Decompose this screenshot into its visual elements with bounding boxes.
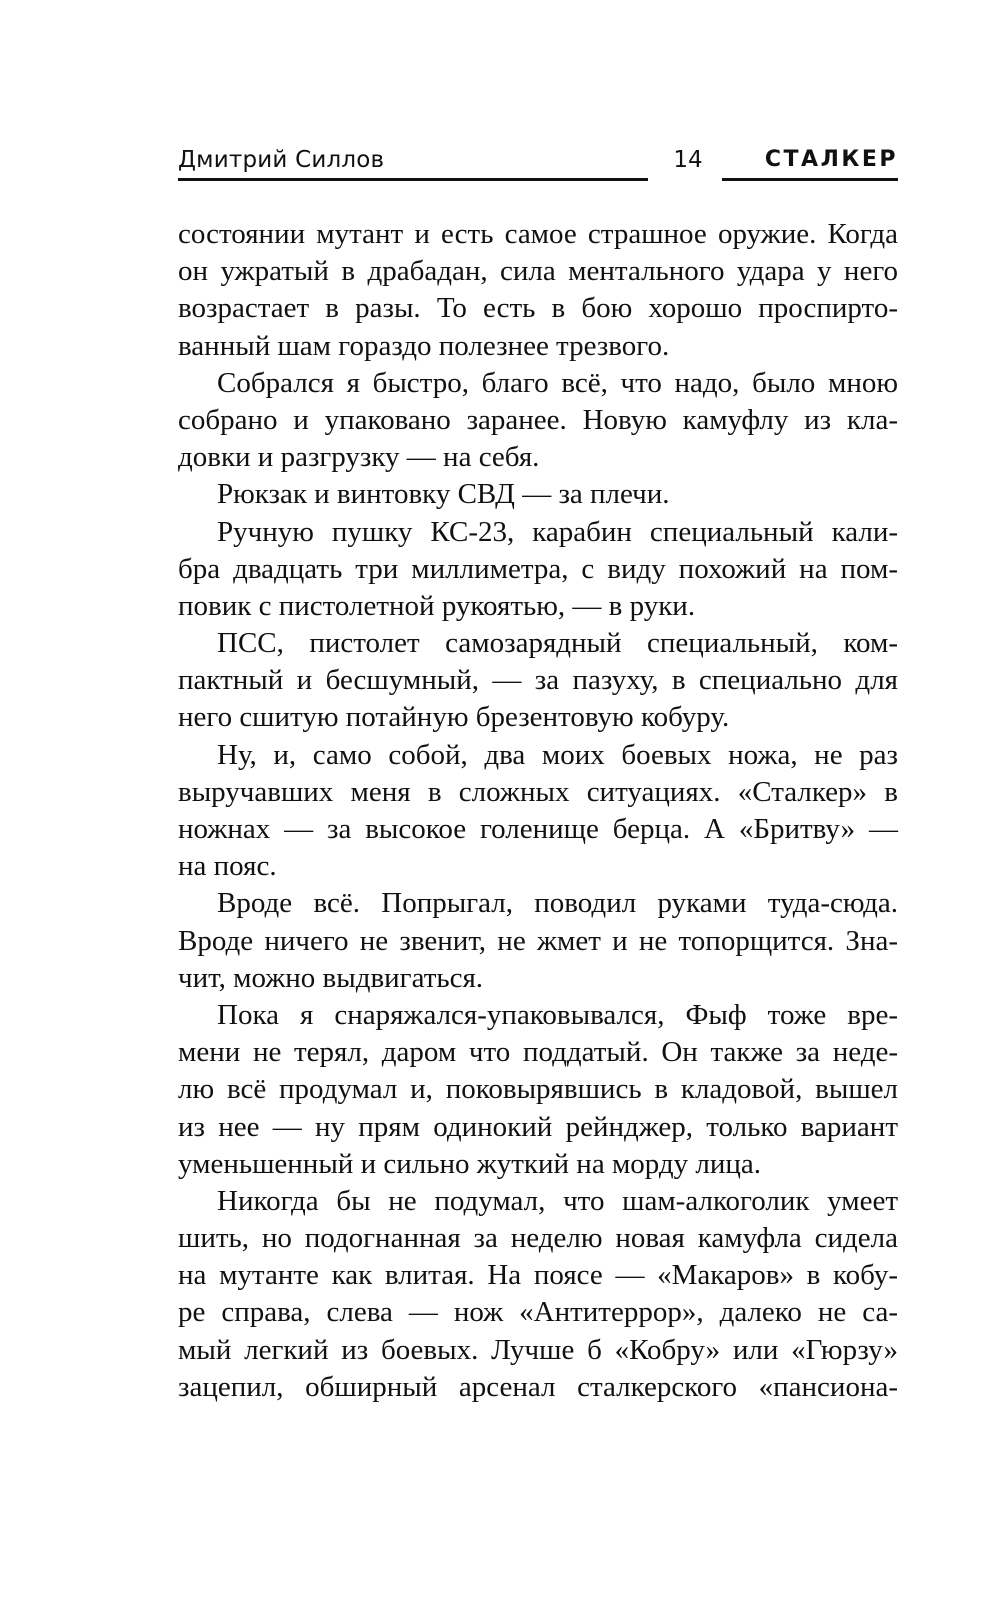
text-line: шить, но подогнанная за неделю новая камуфла сидела — [178, 1222, 898, 1255]
header-rule-right — [722, 178, 898, 181]
text-line: он ужратый в драбадан, сила ментального удара у него — [178, 255, 898, 288]
body-text — [178, 216, 898, 1406]
text-line: Рюкзак и винтовку СВД — за плечи. — [217, 478, 670, 511]
header-book-title: СТАЛКЕР — [764, 147, 898, 172]
text-line: лю всё продумал и, поковырявшись в кладовой, вышел — [178, 1073, 898, 1106]
text-line: выручавших меня в сложных ситуациях. «Сталкер» в — [178, 775, 898, 808]
text-line: бра двадцать три миллиметра, с виду похожий на пом- — [178, 552, 898, 585]
text-line: Вроде ничего не звенит, не жмет и не топорщится. Зна- — [178, 924, 898, 957]
text-line: пактный и бесшумный, — за пазуху, в специально для — [178, 664, 898, 697]
text-line: Собрался я быстро, благо всё, что надо, было мною — [217, 366, 898, 399]
text-line: состоянии мутант и есть самое страшное оружие. Когда — [178, 218, 898, 250]
header-author: Дмитрий Силлов — [178, 147, 385, 173]
text-line: на пояс. — [178, 850, 277, 883]
text-line: довки и разгрузку — на себя. — [178, 441, 540, 474]
text-line: зацепил, обширный арсенал сталкерского «пансиона- — [178, 1370, 898, 1403]
text-line: на мутанте как влитая. На поясе — «Макаров» в кобу- — [178, 1259, 898, 1292]
text-line: Ручную пушку КС-23, карабин специальный кали- — [217, 515, 898, 548]
text-line: Ну, и, само собой, два моих боевых ножа, не раз — [217, 738, 898, 771]
text-line: ПСС, пистолет самозарядный специальный, ком- — [217, 627, 898, 660]
text-line: собрано и упаковано заранее. Новую камуфлу из кла- — [178, 403, 898, 436]
text-line: ножнах — за высокое голенище берца. А «Бритву» — — [178, 813, 898, 845]
page-number: 14 — [673, 147, 703, 173]
text-line: чит, можно выдвигаться. — [178, 961, 484, 994]
header-rule-left — [178, 178, 648, 181]
text-line: повик с пистолетной рукоятью, — в руки. — [178, 589, 696, 622]
text-line: него сшитую потайную брезентовую кобуру. — [178, 701, 730, 734]
text-line: из нее — ну прям одинокий рейнджер, только вариант — [178, 1110, 898, 1143]
text-line: ре справа, слева — нож «Антитеррор», далеко не са- — [178, 1296, 898, 1329]
text-line: Никогда бы не подумал, что шам-алкоголик умеет — [217, 1184, 898, 1217]
text-line: возрастает в разы. То есть в бою хорошо проспирто- — [178, 292, 898, 325]
text-line: Пока я снаряжался-упаковывался, Фыф тоже вре- — [217, 998, 898, 1031]
text-line: уменьшенный и сильно жуткий на морду лица. — [178, 1147, 762, 1180]
text-line: ванный шам гораздо полезнее трезвого. — [178, 329, 670, 362]
text-line: мени не терял, даром что поддатый. Он также за неде- — [178, 1036, 898, 1069]
running-header — [178, 146, 898, 186]
text-line: Вроде всё. Попрыгал, поводил руками туда-сюда. — [217, 887, 898, 920]
text-line: мый легкий из боевых. Лучше б «Кобру» или «Гюрзу» — [178, 1333, 898, 1366]
